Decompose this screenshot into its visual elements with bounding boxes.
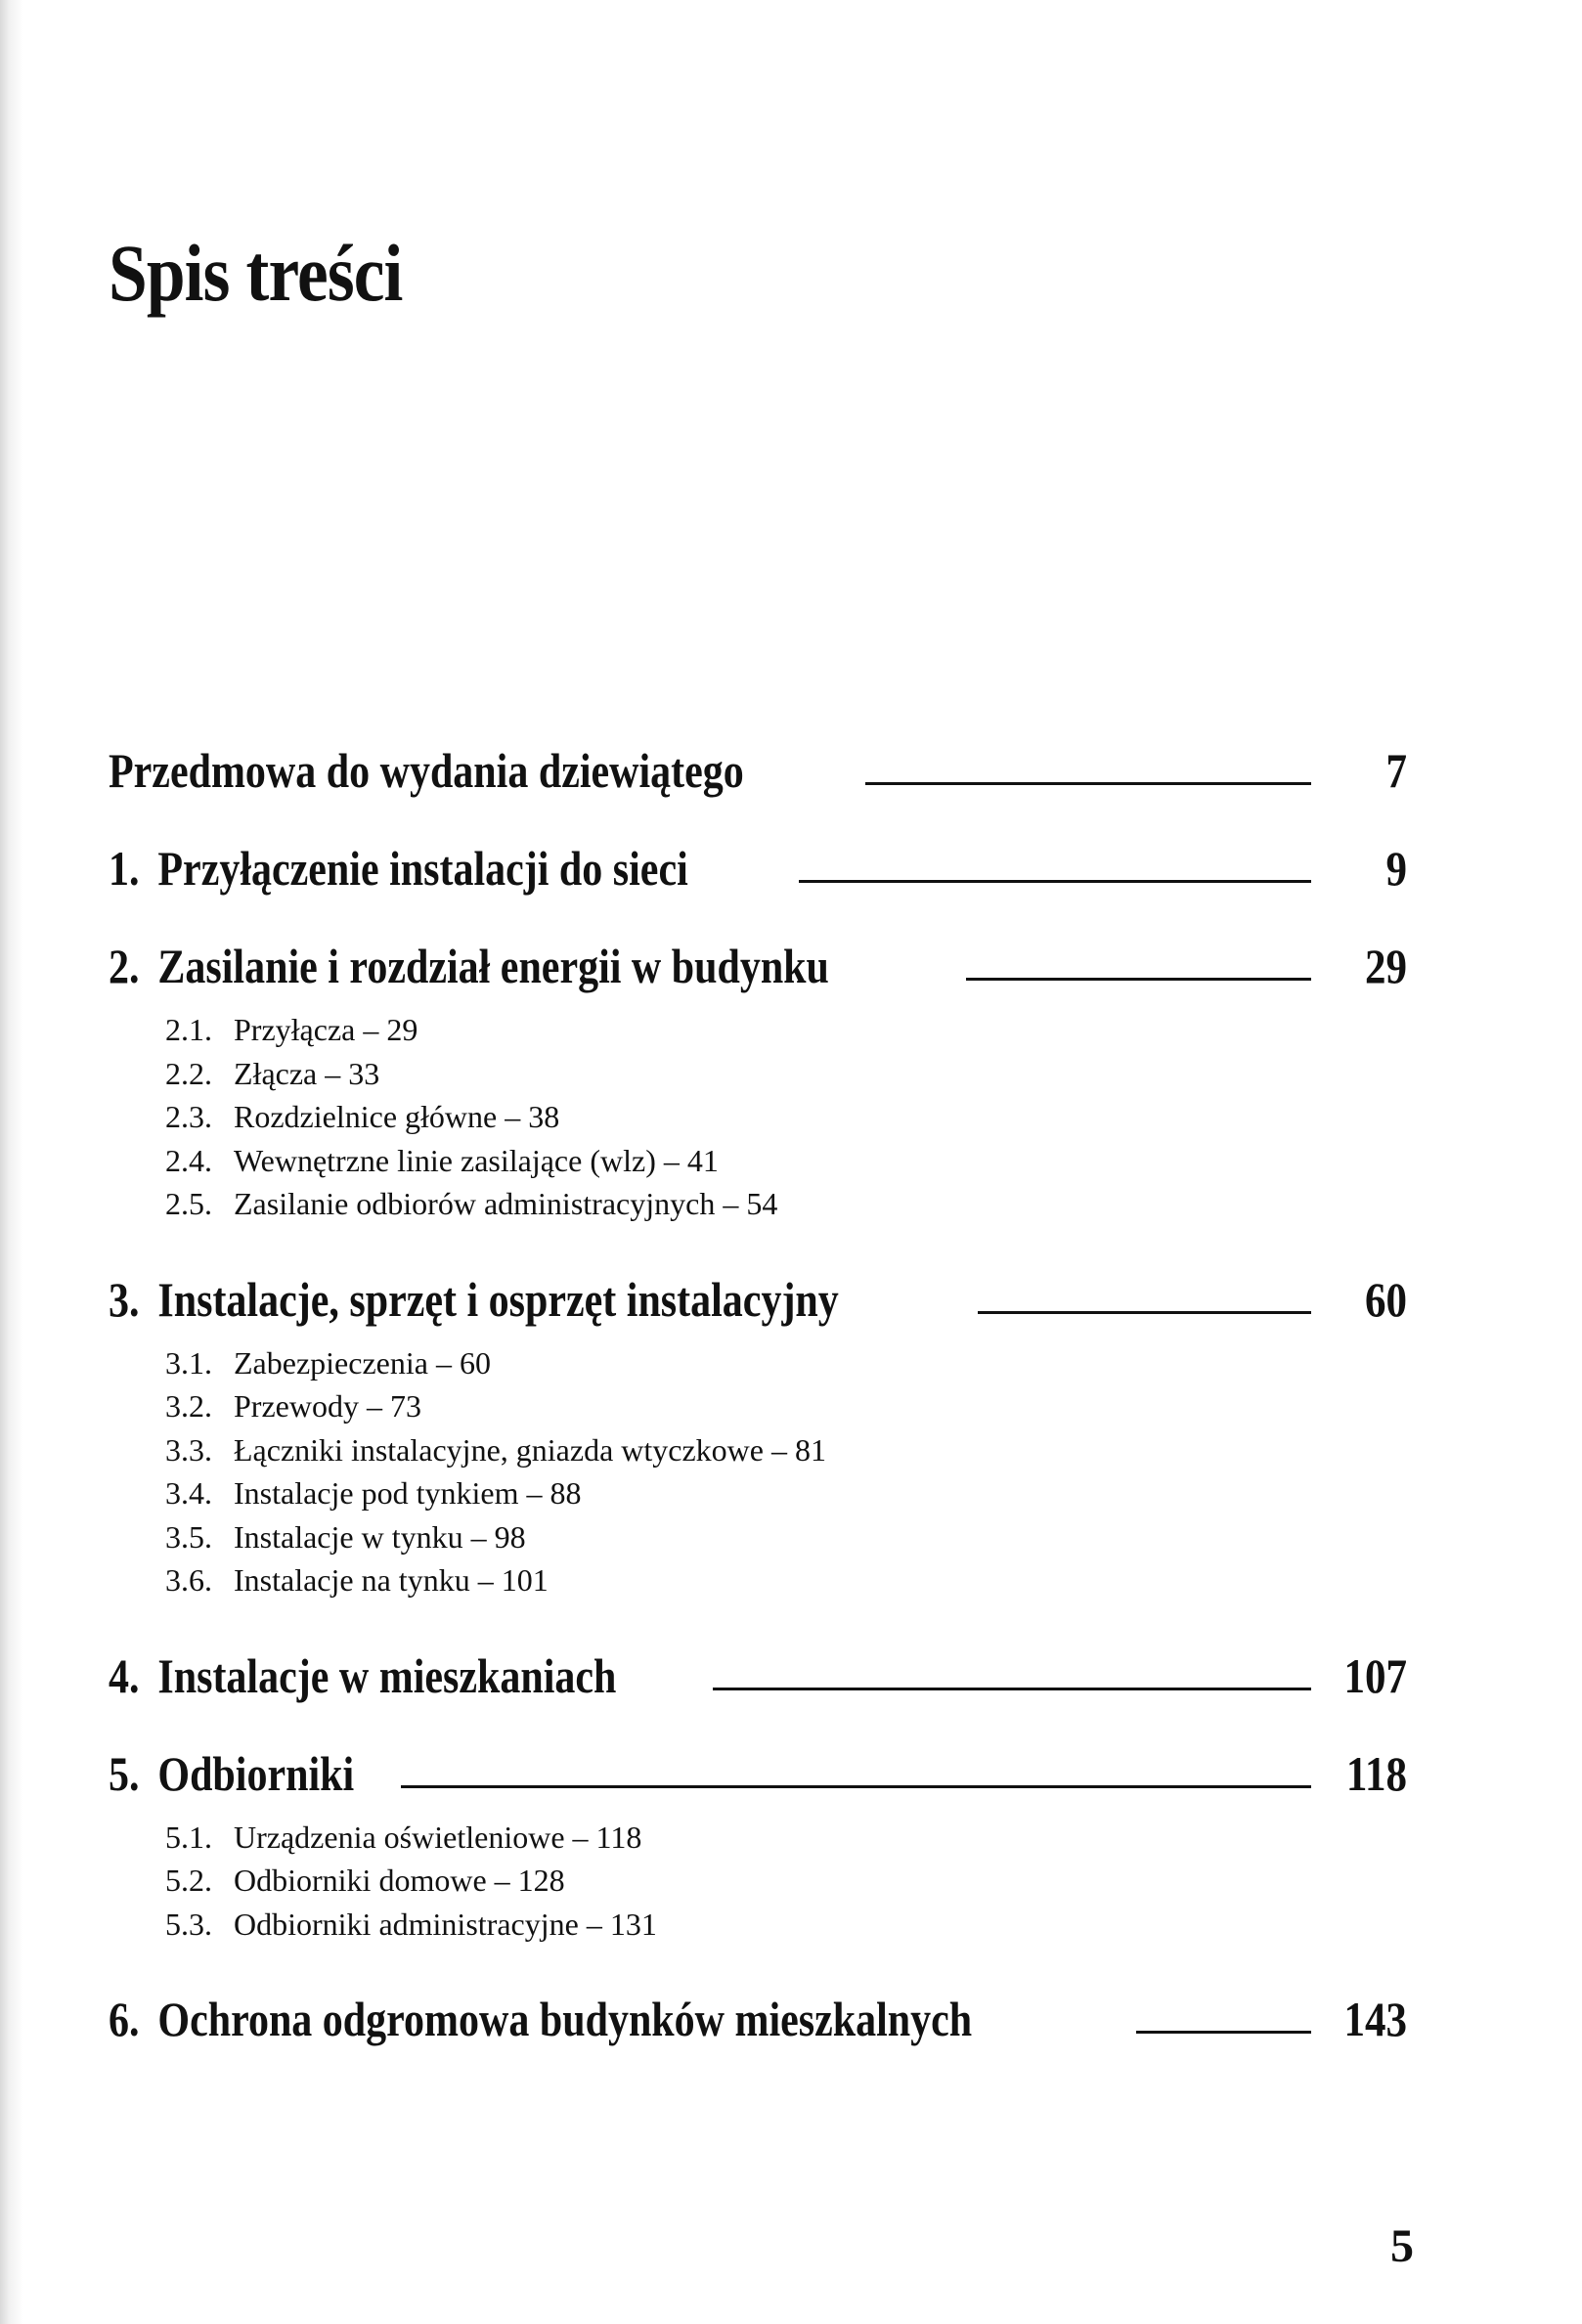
page-title: Spis treści [109,228,403,318]
toc-section-2-1[interactable]: 2.1. Przyłącza – 29 [165,1012,418,1047]
chapter-title-text: Przyłączenie instalacji do sieci [157,841,688,896]
chapter-number: 2. [109,939,140,993]
chapter-page: 143 [1343,1992,1407,2046]
toc-chapter-preface[interactable] [109,738,1407,798]
leader-line [978,1311,1311,1314]
toc-chapter-6[interactable] [109,1987,1407,2046]
chapter-number: 6. [109,1992,140,2046]
chapter-number: 5. [109,1745,140,1801]
chapter-number: 1. [109,841,140,896]
leader-line [1136,2031,1311,2034]
toc-section-2-3[interactable]: 2.3. Rozdzielnice główne – 38 [165,1099,560,1134]
section-list [109,1816,1407,1947]
toc-chapter-3[interactable] [109,1267,1407,1327]
toc-section-3-2[interactable]: 3.2. Przewody – 73 [165,1388,421,1424]
chapter-title-text: Ochrona odgromowa budynków mieszkalnych [157,1992,973,2046]
chapter-title-text: Instalacje, sprzęt i osprzęt instalacyjny [157,1271,839,1327]
leader-line [799,880,1311,883]
chapter-title [109,939,829,993]
toc-chapter-5[interactable] [109,1741,1407,1801]
toc-section-3-5[interactable]: 3.5. Instalacje w tynku – 98 [165,1518,526,1555]
leader-line [865,782,1311,785]
toc-section-2-4[interactable]: 2.4. Wewnętrzne linie zasilające (wlz) – 41 [165,1142,719,1178]
leader-line [713,1688,1311,1690]
chapter-title [109,1271,839,1327]
chapter-number: 4. [109,1647,140,1703]
chapter-title [109,841,688,896]
chapter-title-text: Zasilanie i rozdział energii w budynku [157,939,829,993]
section-list [109,1341,1407,1602]
leader-line [966,978,1311,981]
toc-section-3-1[interactable]: 3.1. Zabezpieczenia – 60 [165,1344,491,1381]
section-list [109,1008,1407,1226]
chapter-title [109,1647,617,1703]
leader-line [401,1785,1311,1788]
chapter-page: 118 [1345,1745,1407,1801]
toc-section-5-1[interactable]: 5.1. Urządzenia oświetleniowe – 118 [165,1819,642,1855]
toc-chapter-2[interactable] [109,934,1407,993]
toc-section-3-6[interactable]: 3.6. Instalacje na tynku – 101 [165,1562,549,1598]
chapter-title [109,1992,973,2046]
toc-section-2-2[interactable]: 2.2. Złącza – 33 [165,1055,380,1091]
chapter-page: 29 [1365,939,1407,993]
toc-chapter-4[interactable] [109,1644,1407,1703]
chapter-title-text: Odbiorniki [157,1745,355,1801]
toc-section-3-4[interactable]: 3.4. Instalacje pod tynkiem – 88 [165,1475,582,1511]
chapter-page: 107 [1343,1647,1407,1703]
toc-section-3-3[interactable]: 3.3. Łączniki instalacyjne, gniazda wtyczkowe – 81 [165,1431,826,1468]
table-of-contents [109,738,1407,2046]
chapter-number: 3. [109,1271,140,1327]
chapter-page: 7 [1385,743,1407,798]
chapter-title [109,1745,355,1801]
toc-section-2-5[interactable]: 2.5. Zasilanie odbiorów administracyjnych – 54 [165,1186,778,1221]
toc-chapter-1[interactable] [109,836,1407,896]
page-number: 5 [1390,2220,1414,2272]
toc-section-5-2[interactable]: 5.2. Odbiorniki domowe – 128 [165,1863,565,1898]
chapter-page: 60 [1365,1271,1407,1327]
toc-section-5-3[interactable]: 5.3. Odbiorniki administracyjne – 131 [165,1906,657,1942]
chapter-title-text: Instalacje w mieszkaniach [157,1647,617,1703]
chapter-page: 9 [1385,841,1407,896]
chapter-title: Przedmowa do wydania dziewiątego [109,743,744,798]
